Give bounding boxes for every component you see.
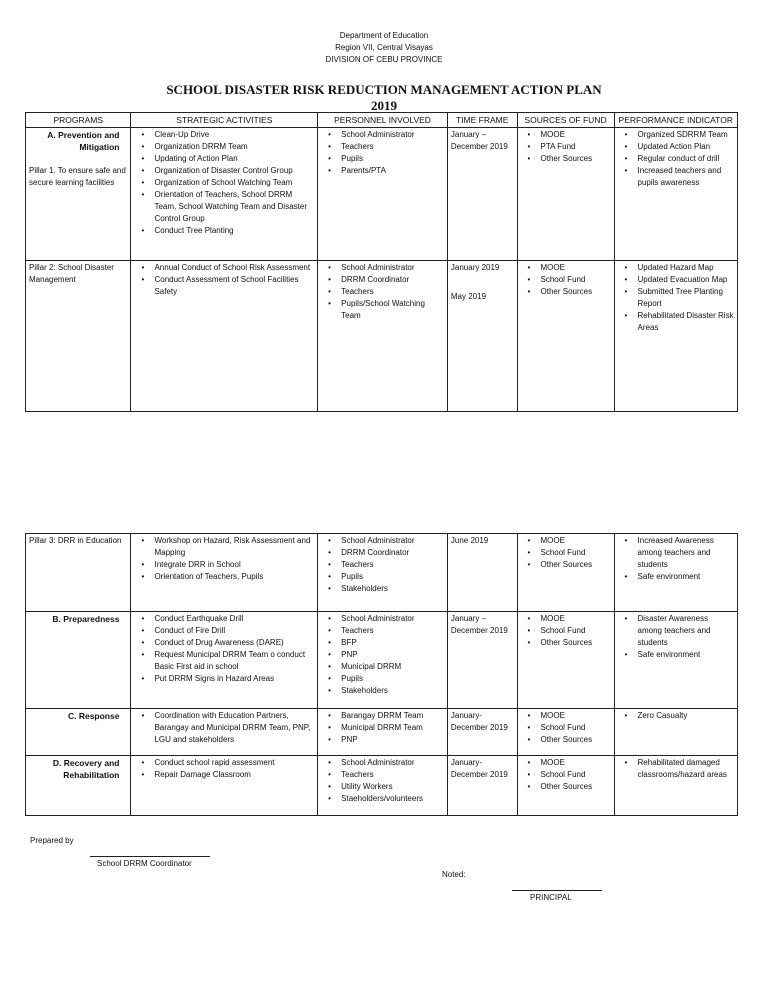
fund-item: • MOOE	[541, 535, 611, 547]
funds-cell	[517, 261, 614, 412]
activity-item: • Coordination with Education Partners, Barangay and Municipal DRRM Team, PNP, LGU and stakeholders	[154, 710, 314, 746]
fund-item-list	[521, 129, 611, 165]
indicator-item: • Rehabilitated Disaster Risk Areas	[638, 310, 734, 334]
program-subtitle: Pillar 3: DRR in Education	[29, 536, 122, 545]
personnel-item: • Municipal DRRM Team	[341, 722, 444, 734]
activities-cell	[131, 261, 318, 412]
action-plan-table-page2	[25, 533, 738, 816]
funds-cell	[517, 128, 614, 261]
indicator-item: • Safe environment	[638, 571, 734, 583]
fund-item: • Other Sources	[541, 734, 611, 746]
timeframe-text: January – December 2019	[450, 614, 508, 635]
personnel-cell	[318, 709, 448, 756]
indicator-item-list	[618, 129, 734, 189]
activities-cell	[131, 756, 318, 816]
personnel-item: • PNP	[341, 734, 444, 746]
activity-item: • Orientation of Teachers, Pupils	[154, 571, 314, 583]
fund-item: • MOOE	[541, 710, 611, 722]
principal-label: PRINCIPAL	[530, 893, 572, 902]
indicator-item-list	[618, 262, 734, 334]
column-header: SOURCES OF FUND	[517, 113, 614, 128]
personnel-item: • Parents/PTA	[341, 165, 444, 177]
indicator-item: • Regular conduct of drill	[638, 153, 734, 165]
division-name: DIVISION OF CEBU PROVINCE	[325, 55, 443, 64]
table-row	[26, 128, 738, 261]
fund-item-list	[521, 613, 611, 649]
activity-item: • Organization of Disaster Control Group	[154, 165, 314, 177]
column-header: STRATEGIC ACTIVITIES	[131, 113, 318, 128]
indicator-item: • Increased teachers and pupils awareness	[638, 165, 734, 189]
activity-item: • Repair Damage Classroom	[154, 769, 314, 781]
program-cell	[26, 128, 131, 261]
personnel-item-list	[321, 129, 444, 177]
personnel-item-list	[321, 757, 444, 805]
activities-cell	[131, 534, 318, 612]
personnel-item: • Barangay DRRM Team	[341, 710, 444, 722]
timeframe-cell	[447, 261, 517, 412]
indicator-cell	[614, 128, 737, 261]
fund-item: • School Fund	[541, 769, 611, 781]
activity-item-list	[134, 613, 314, 685]
activity-item: • Clean-Up Drive	[154, 129, 314, 141]
activity-item-list	[134, 262, 314, 298]
region-name: Region VII, Central Visayas	[335, 43, 433, 52]
program-cell	[26, 612, 131, 709]
indicator-item: • Organized SDRRM Team	[638, 129, 734, 141]
program-title: C. Response	[67, 711, 120, 721]
table-row	[26, 709, 738, 756]
timeframe-cell	[447, 612, 517, 709]
personnel-item: • Teachers	[341, 141, 444, 153]
fund-item: • School Fund	[541, 625, 611, 637]
personnel-item: • School Administrator	[341, 262, 444, 274]
column-header: TIME FRAME	[447, 113, 517, 128]
indicator-item: • Disaster Awareness among teachers and students	[638, 613, 734, 649]
fund-item: • School Fund	[541, 722, 611, 734]
column-header: PROGRAMS	[26, 113, 131, 128]
table-row	[26, 534, 738, 612]
indicator-cell	[614, 756, 737, 816]
activity-item-list	[134, 757, 314, 781]
fund-item-list	[521, 710, 611, 746]
activity-item-list	[134, 710, 314, 746]
table-row	[26, 261, 738, 412]
funds-cell	[517, 612, 614, 709]
personnel-item-list	[321, 613, 444, 697]
fund-item: • Other Sources	[541, 637, 611, 649]
funds-cell	[517, 756, 614, 816]
fund-item-list	[521, 757, 611, 793]
timeframe-text: January- December 2019	[450, 711, 508, 732]
personnel-item: • Teachers	[341, 286, 444, 298]
personnel-item: • Pupils	[341, 153, 444, 165]
personnel-item: • Municipal DRRM	[341, 661, 444, 673]
principal-signature-line	[512, 890, 602, 891]
program-title: B. Preparedness	[52, 614, 120, 624]
timeframe-cell	[447, 534, 517, 612]
prepared-by-label: Prepared by	[30, 836, 74, 845]
fund-item: • PTA Fund	[541, 141, 611, 153]
program-cell	[26, 709, 131, 756]
indicator-item: • Zero Casualty	[638, 710, 734, 722]
program-title: A. Prevention and Mitigation	[47, 130, 120, 152]
activity-item: • Conduct of Fire Drill	[154, 625, 314, 637]
personnel-item-list	[321, 710, 444, 746]
indicator-cell	[614, 709, 737, 756]
timeframe-text: June 2019	[450, 536, 489, 545]
personnel-item: • School Administrator	[341, 129, 444, 141]
personnel-item: • School Administrator	[341, 535, 444, 547]
fund-item: • MOOE	[541, 757, 611, 769]
activity-item: • Integrate DRR in School	[154, 559, 314, 571]
personnel-item-list	[321, 535, 444, 595]
personnel-item: • DRRM Coordinator	[341, 547, 444, 559]
activity-item: • Conduct Earthquake Drill	[154, 613, 314, 625]
personnel-item: • Teachers	[341, 625, 444, 637]
personnel-item: • DRRM Coordinator	[341, 274, 444, 286]
timeframe-text: January – December 2019	[450, 130, 508, 151]
activity-item: • Put DRRM Signs in Hazard Areas	[154, 673, 314, 685]
timeframe-cell	[447, 128, 517, 261]
indicator-cell	[614, 534, 737, 612]
indicator-item: • Updated Evacuation Map	[638, 274, 734, 286]
column-header: PERFORMANCE INDICATOR	[614, 113, 737, 128]
timeframe-text: January- December 2019	[450, 758, 508, 779]
coordinator-label: School DRRM Coordinator	[97, 859, 192, 868]
timeframe-cell	[447, 756, 517, 816]
personnel-item: • School Administrator	[341, 613, 444, 625]
program-title: D. Recovery and Rehabilitation	[52, 758, 120, 780]
timeframe-cell	[447, 709, 517, 756]
timeframe-text: May 2019	[450, 292, 487, 301]
indicator-item-list	[618, 757, 734, 781]
department-name: Department of Education	[339, 31, 429, 40]
personnel-item: • Pupils	[341, 673, 444, 685]
program-subtitle: Pillar 2: School Disaster Management	[29, 263, 114, 284]
timeframe-text: January 2019	[450, 263, 500, 272]
indicator-item: • Rehabilitated damaged classrooms/hazard areas	[638, 757, 734, 781]
activity-item: • Orientation of Teachers, School DRRM Team, School Watching Team and Disaster Control Group	[154, 189, 314, 225]
activities-cell	[131, 709, 318, 756]
indicator-item-list	[618, 710, 734, 722]
document-title: SCHOOL DISASTER RISK REDUCTION MANAGEMENT ACTION PLAN	[166, 82, 602, 97]
coordinator-signature-line	[90, 856, 210, 857]
activity-item: • Annual Conduct of School Risk Assessment	[154, 262, 314, 274]
activity-item-list	[134, 129, 314, 237]
fund-item: • Other Sources	[541, 559, 611, 571]
fund-item: • School Fund	[541, 274, 611, 286]
activities-cell	[131, 612, 318, 709]
personnel-item: • Stakeholders	[341, 583, 444, 595]
activity-item: • Conduct school rapid assessment	[154, 757, 314, 769]
indicator-item: • Safe environment	[638, 649, 734, 661]
program-cell	[26, 261, 131, 412]
activity-item: • Request Municipal DRRM Team o conduct Basic First aid in school	[154, 649, 314, 673]
document-year: 2019	[371, 98, 397, 113]
personnel-item: • BFP	[341, 637, 444, 649]
program-cell	[26, 756, 131, 816]
fund-item-list	[521, 535, 611, 571]
program-cell	[26, 534, 131, 612]
fund-item: • Other Sources	[541, 153, 611, 165]
personnel-item: • Pupils	[341, 571, 444, 583]
personnel-item: • School Administrator	[341, 757, 444, 769]
table-row	[26, 612, 738, 709]
indicator-item: • Updated Action Plan	[638, 141, 734, 153]
program-subtitle: Pillar 1. To ensure safe and secure learning facilities	[29, 166, 126, 187]
funds-cell	[517, 709, 614, 756]
personnel-item: • PNP	[341, 649, 444, 661]
indicator-item: • Updated Hazard Map	[638, 262, 734, 274]
indicator-item: • Submitted Tree Planting Report	[638, 286, 734, 310]
table-header-row	[26, 113, 738, 128]
activity-item: • Conduct Assessment of School Facilities Safety	[154, 274, 314, 298]
personnel-cell	[318, 534, 448, 612]
personnel-cell	[318, 756, 448, 816]
table-row	[26, 756, 738, 816]
action-plan-table-page1	[25, 112, 738, 412]
fund-item-list	[521, 262, 611, 298]
personnel-item: • Staeholders/volunteers	[341, 793, 444, 805]
fund-item: • Other Sources	[541, 781, 611, 793]
indicator-item-list	[618, 535, 734, 583]
activity-item: • Organization of School Watching Team	[154, 177, 314, 189]
fund-item: • Other Sources	[541, 286, 611, 298]
activity-item-list	[134, 535, 314, 583]
personnel-cell	[318, 612, 448, 709]
fund-item: • MOOE	[541, 129, 611, 141]
personnel-item: • Utility Workers	[341, 781, 444, 793]
activity-item: • Updating of Action Plan	[154, 153, 314, 165]
personnel-item: • Teachers	[341, 769, 444, 781]
activity-item: • Conduct of Drug Awareness (DARE)	[154, 637, 314, 649]
fund-item: • School Fund	[541, 547, 611, 559]
column-header: PERSONNEL INVOLVED	[318, 113, 448, 128]
indicator-cell	[614, 261, 737, 412]
personnel-item-list	[321, 262, 444, 322]
indicator-item-list	[618, 613, 734, 661]
indicator-item: • Increased Awareness among teachers and students	[638, 535, 734, 571]
fund-item: • MOOE	[541, 262, 611, 274]
personnel-item: • Stakeholders	[341, 685, 444, 697]
personnel-item: • Pupils/School Watching Team	[341, 298, 444, 322]
activity-item: • Workshop on Hazard, Risk Assessment and Mapping	[154, 535, 314, 559]
personnel-item: • Teachers	[341, 559, 444, 571]
funds-cell	[517, 534, 614, 612]
fund-item: • MOOE	[541, 613, 611, 625]
activity-item: • Conduct Tree Planting	[154, 225, 314, 237]
personnel-cell	[318, 128, 448, 261]
noted-label: Noted:	[442, 870, 466, 879]
indicator-cell	[614, 612, 737, 709]
personnel-cell	[318, 261, 448, 412]
activities-cell	[131, 128, 318, 261]
activity-item: • Organization DRRM Team	[154, 141, 314, 153]
